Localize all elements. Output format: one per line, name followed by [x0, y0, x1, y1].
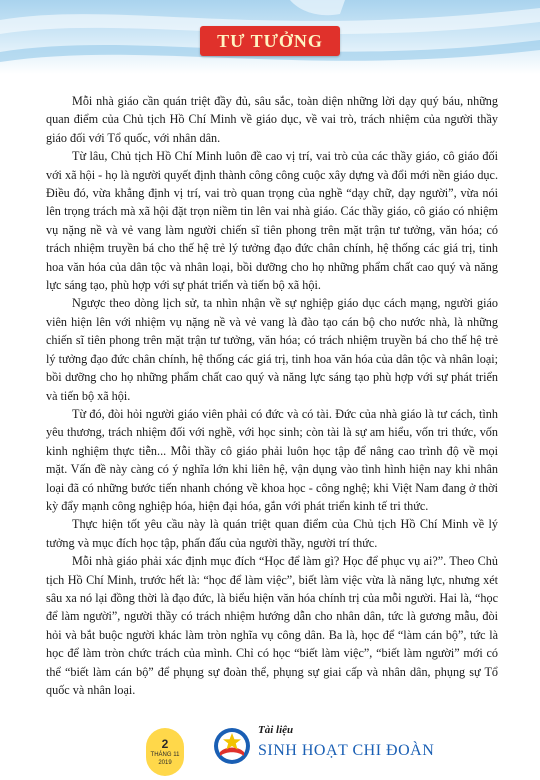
- youth-union-emblem-icon: [212, 726, 252, 766]
- paragraph: Ngược theo dòng lịch sử, ta nhìn nhận về sự nghiệp giáo dục cách mạng, người giáo viên hiện lên với nhiệm vụ nặng nề và vẻ vang là đào tạo cán bộ cho nước nhà, là những chiến sĩ tiên phong trên mặt trận tư tưởng, văn hóa; có trách nhiệm truyền bá cho thế hệ trẻ lý tưởng đạo đức chân chính, hệ thống các giá trị, tinh hoa văn hóa của dân tộc và nhân loại; bồi dưỡng cho họ những phẩm chất cao quý và năng lực sáng tạo phù hợp với sự phát triển và tiến bộ xã hội.: [46, 296, 498, 403]
- page-footer: [0, 718, 540, 780]
- issue-year: 2019: [158, 760, 172, 766]
- article-body: [46, 92, 498, 699]
- issue-month: THÁNG 11: [150, 752, 180, 758]
- paragraph: Từ đó, đòi hỏi người giáo viên phải có đức và có tài. Đức của nhà giáo là tư cách, tình yêu thương, trách nhiệm đối với nghề, với học sinh; còn tài là sự am hiểu, vốn tri thức, vốn kinh nghiệm thực tiễn... Mỗi thầy cô giáo phải luôn học tập để nâng cao trình độ về mọi mặt. Vấn đề này càng có ý nghĩa lớn khi liên hệ, vận dụng vào tình hình hiện nay khi nhân loại đã có những bước tiến nhanh chóng về khoa học - công nghệ; khi Việt Nam đang ở thời kỳ đẩy mạnh công nghiệp hóa, hiện đại hóa, gắn với phát triển kinh tế tri thức.: [46, 406, 498, 513]
- paragraph: Thực hiện tốt yêu cầu này là quán triệt quan điểm của Chủ tịch Hồ Chí Minh về lý tưởng và mục đích học tập, phấn đấu của người thầy, người trí thức.: [46, 517, 498, 550]
- page-number: 2: [161, 737, 169, 751]
- page-header: [0, 0, 540, 74]
- brand-title: SINH HOẠT CHI ĐOÀN: [258, 742, 435, 759]
- page-number-badge: [146, 728, 184, 776]
- brand-subtitle: Tài liệu: [258, 724, 294, 736]
- paragraph: Mỗi nhà giáo phải xác định mục đích “Học để làm gì? Học để phục vụ ai?”. Theo Chủ tịch Hồ Chí Minh, trước hết là: “học để làm việc”, biết làm việc vừa là năng lực, nhưng xét sâu xa nó lại đồng thời là đạo đức, là biểu hiện văn hóa chính trị của mỗi người. Hai là, “học để làm người”, người thầy có trách nhiệm hướng dẫn cho nhân dân, tức là gương mẫu, đòi hỏi và bắt buộc người khác làm tròn nghĩa vụ công dân. Ba là, học để “làm cán bộ”, tức là học để làm tròn chức trách của mình. Chỉ có học “biết làm việc”, “biết làm người” mới có thể “biết làm cán bộ” để phụng sự đoàn thể, phụng sự giai cấp và nhân dân, phụng sự Tổ quốc và nhân loại.: [46, 554, 498, 697]
- section-title: TƯ TƯỞNG: [200, 26, 340, 56]
- paragraph: Mỗi nhà giáo cần quán triệt đầy đủ, sâu sắc, toàn diện những lời dạy quý báu, những quan điểm của Chủ tịch Hồ Chí Minh về giáo dục, về vai trò, trách nhiệm của người thầy giáo đối với Tổ quốc, với nhân dân.: [46, 94, 498, 145]
- paragraph: Từ lâu, Chủ tịch Hồ Chí Minh luôn đề cao vị trí, vai trò của các thầy giáo, cô giáo đối với xã hội - họ là người quyết định thành công công cuộc xây dựng và đổi mới nền giáo dục. Điều đó, vừa khẳng định vị trí, vai trò quan trọng của nghề “dạy chữ, dạy người”, vừa nói lên trọng trách mà xã hội đặt trọn niềm tin lên vai nhà giáo. Các thầy giáo, cô giáo có nhiệm vụ nặng nề và vẻ vang làm người chiến sĩ tiên phong trên mặt trận tư tưởng, văn hóa; có trách nhiệm truyền bá cho thế hệ trẻ lý tưởng đạo đức chân chính, hệ thống các giá trị, tinh hoa văn hóa của dân tộc và nhân loại, bồi dưỡng cho họ những phẩm chất cao quý và năng lực sáng tạo, phù hợp với sự phát triển và tiến bộ xã hội.: [46, 149, 498, 293]
